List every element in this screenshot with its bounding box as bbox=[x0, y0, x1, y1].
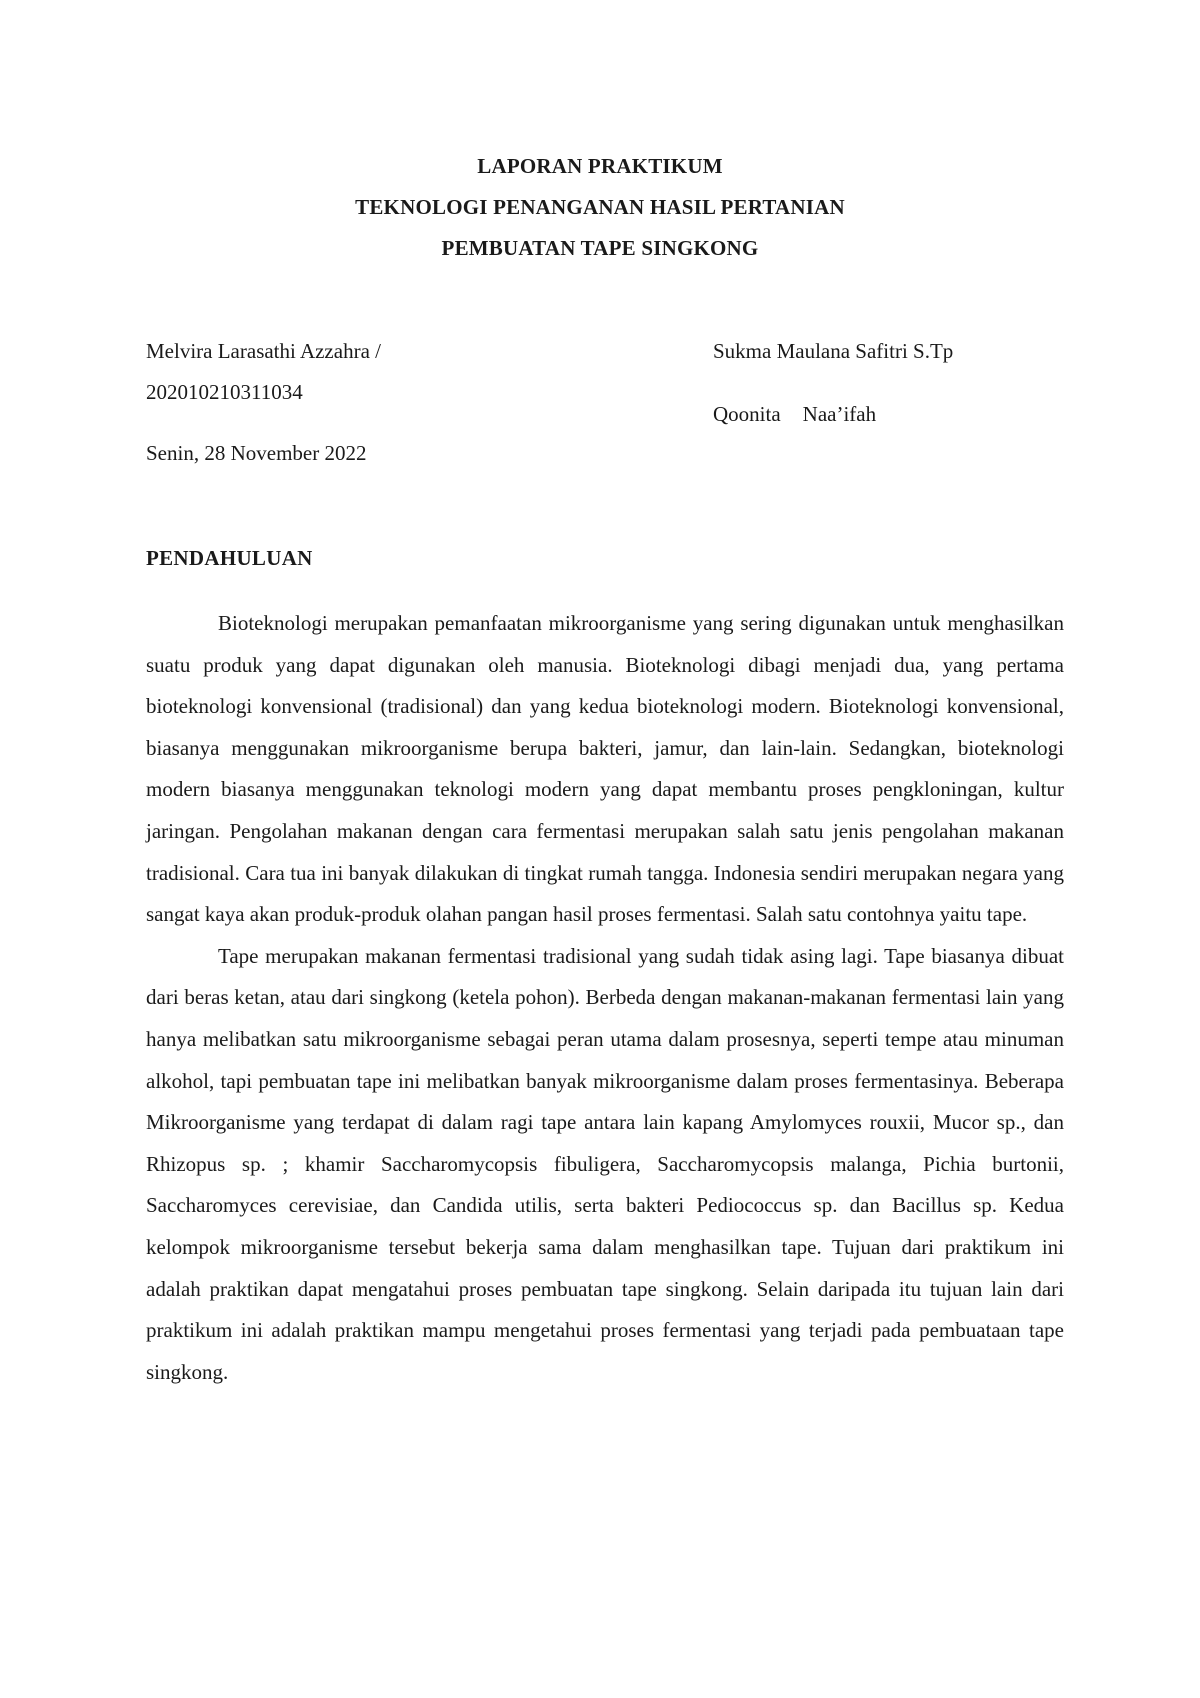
author-name: Melvira Larasathi Azzahra / bbox=[146, 339, 381, 363]
title-line-2: TEKNOLOGI PENANGANAN HASIL PERTANIAN bbox=[355, 195, 845, 219]
assistant-name-1: Sukma Maulana Safitri S.Tp bbox=[713, 339, 954, 363]
title-line-1: LAPORAN PRAKTIKUM bbox=[477, 154, 723, 178]
paragraph-2: Tape merupakan makanan fermentasi tradisional yang sudah tidak asing lagi. Tape biasanya dibuat dari beras ketan, atau dari singkong (ketela pohon). Berbeda dengan makanan-makanan fermentasi lain yang hanya melibatkan satu mikroorganisme sebagai peran utama dalam prosesnya, seperti tempe atau minuman alkohol, tapi pembuatan tape ini melibatkan banyak mikroorganisme dalam proses fermentasinya. Beberapa Mikroorganisme yang terdapat di dalam ragi tape antara lain kapang Amylomyces rouxii, Mucor sp., dan Rhizopus sp. ; khamir Saccharomycopsis fibuligera, Saccharomycopsis malanga, Pichia burtonii, Saccharomyces cerevisiae, dan Candida utilis, serta bakteri Pediococcus sp. dan Bacillus sp. Kedua kelompok mikroorganisme tersebut bekerja sama dalam menghasilkan tape. Tujuan dari praktikum ini adalah praktikan dapat mengatahui proses pembuatan tape singkong. Selain daripada itu tujuan lain dari praktikum ini adalah praktikan mampu mengetahui proses fermentasi yang terjadi pada pembuataan tape singkong. bbox=[146, 943, 1064, 1384]
author-student-id: 202010210311034 bbox=[146, 380, 303, 404]
section-body bbox=[146, 603, 1064, 1393]
assistant-2-last-name: Naa’ifah bbox=[802, 402, 877, 426]
assistant-2-first-name: Qoonita bbox=[713, 402, 781, 426]
section-heading: PENDAHULUAN bbox=[146, 546, 313, 570]
paragraph-1: Bioteknologi merupakan pemanfaatan mikroorganisme yang sering digunakan untuk menghasilkan suatu produk yang dapat digunakan oleh manusia. Bioteknologi dibagi menjadi dua, yang pertama bioteknologi konvensional (tradisional) dan yang kedua bioteknologi modern. Bioteknologi konvensional, biasanya menggunakan mikroorganisme berupa bakteri, jamur, dan lain-lain. Sedangkan, bioteknologi modern biasanya menggunakan teknologi modern yang dapat membantu proses pengkloningan, kultur jaringan. Pengolahan makanan dengan cara fermentasi merupakan salah satu jenis pengolahan makanan tradisional. Cara tua ini banyak dilakukan di tingkat rumah tangga. Indonesia sendiri merupakan negara yang sangat kaya akan produk-produk olahan pangan hasil proses fermentasi. Salah satu contohnya yaitu tape. bbox=[146, 611, 1064, 927]
report-date: Senin, 28 November 2022 bbox=[146, 441, 367, 465]
assistant-name-2 bbox=[713, 400, 876, 428]
title-line-3: PEMBUATAN TAPE SINGKONG bbox=[441, 236, 759, 260]
report-title bbox=[0, 146, 1200, 269]
